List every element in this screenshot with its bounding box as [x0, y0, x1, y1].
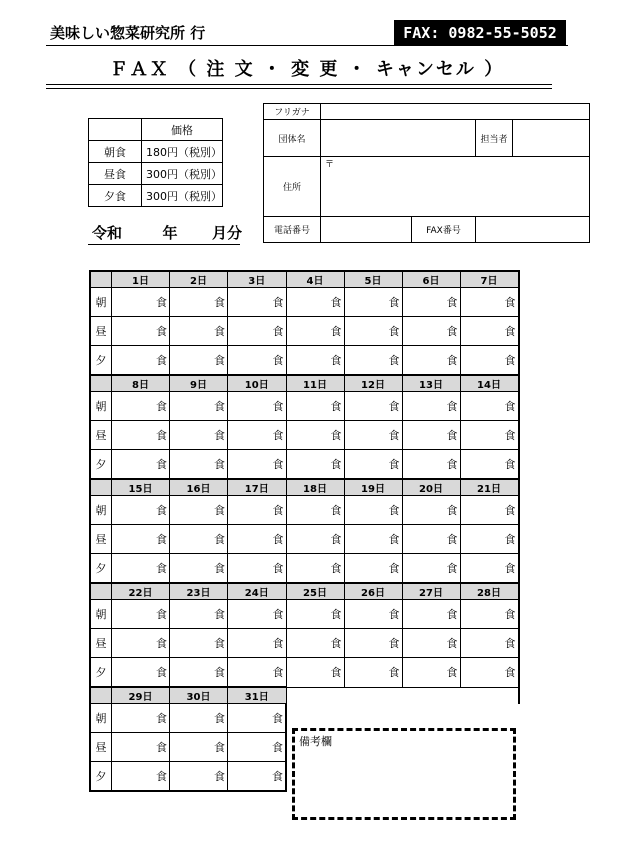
day-header: 27日	[402, 583, 460, 600]
order-cell[interactable]: 食	[170, 346, 228, 376]
order-cell[interactable]: 食	[286, 288, 344, 317]
order-cell[interactable]: 食	[112, 554, 170, 584]
meal-label: 朝	[90, 704, 112, 733]
order-cell[interactable]: 食	[112, 704, 170, 733]
remarks-box[interactable]	[292, 728, 516, 820]
meal-label: 夕	[90, 554, 112, 584]
meal-label: 夕	[90, 450, 112, 480]
order-cell[interactable]: 食	[286, 600, 344, 629]
day-header: 18日	[286, 479, 344, 496]
day-header: 4日	[286, 271, 344, 288]
order-cell[interactable]: 食	[402, 392, 460, 421]
order-cell[interactable]: 食	[286, 450, 344, 480]
order-cell[interactable]: 食	[170, 629, 228, 658]
meal-row	[90, 421, 519, 450]
week-header-row	[90, 479, 519, 496]
order-cell[interactable]: 食	[402, 346, 460, 376]
order-calendar	[89, 270, 520, 792]
customer-table	[263, 103, 590, 243]
meal-label: 夕	[90, 658, 112, 688]
order-cell[interactable]: 食	[402, 629, 460, 658]
order-cell[interactable]: 食	[112, 450, 170, 480]
order-cell[interactable]: 食	[170, 600, 228, 629]
order-cell[interactable]: 食	[402, 317, 460, 346]
meal-label: 夕	[90, 762, 112, 792]
order-cell[interactable]: 食	[460, 288, 519, 317]
price-value: 300円（税別）	[142, 185, 223, 207]
order-cell[interactable]: 食	[402, 496, 460, 525]
order-cell[interactable]: 食	[402, 600, 460, 629]
order-cell[interactable]: 食	[228, 450, 287, 480]
day-header: 29日	[112, 687, 170, 704]
day-header: 12日	[344, 375, 402, 392]
meal-label: 昼	[90, 733, 112, 762]
order-cell[interactable]: 食	[228, 525, 287, 554]
page-title: ＦＡＸ （ 注 文 ・ 変 更 ・ キャンセル ）	[109, 59, 505, 80]
phone-field[interactable]	[321, 217, 412, 243]
price-label: 朝食	[89, 141, 142, 163]
order-cell[interactable]: 食	[170, 658, 228, 688]
order-cell[interactable]: 食	[402, 450, 460, 480]
order-cell[interactable]: 食	[228, 496, 287, 525]
order-cell[interactable]: 食	[286, 317, 344, 346]
furigana-field[interactable]	[321, 104, 590, 120]
week-header-row	[90, 583, 519, 600]
address-label: 住所	[264, 157, 321, 217]
phone-label: 電話番号	[264, 217, 321, 243]
order-cell[interactable]: 食	[170, 496, 228, 525]
person-field[interactable]	[513, 120, 590, 157]
order-cell[interactable]: 食	[228, 733, 287, 762]
order-cell[interactable]: 食	[170, 704, 228, 733]
order-cell[interactable]: 食	[460, 346, 519, 376]
order-cell[interactable]: 食	[460, 450, 519, 480]
meal-row	[90, 317, 519, 346]
order-cell[interactable]: 食	[112, 392, 170, 421]
order-cell[interactable]: 食	[112, 346, 170, 376]
month-label: 月分	[211, 224, 242, 242]
order-cell[interactable]: 食	[170, 733, 228, 762]
order-cell[interactable]: 食	[112, 762, 170, 792]
order-cell[interactable]: 食	[228, 629, 287, 658]
order-cell[interactable]: 食	[286, 346, 344, 376]
day-header: 3日	[228, 271, 287, 288]
person-label: 担当者	[476, 120, 513, 157]
order-cell[interactable]: 食	[228, 346, 287, 376]
order-cell[interactable]: 食	[112, 733, 170, 762]
order-cell[interactable]: 食	[344, 629, 402, 658]
order-cell[interactable]: 食	[344, 496, 402, 525]
meal-label: 夕	[90, 346, 112, 376]
order-cell[interactable]: 食	[460, 496, 519, 525]
order-cell[interactable]: 食	[228, 704, 287, 733]
order-cell[interactable]: 食	[228, 762, 287, 792]
meal-label: 昼	[90, 317, 112, 346]
order-cell[interactable]: 食	[460, 421, 519, 450]
order-cell[interactable]: 食	[460, 658, 519, 688]
day-header: 13日	[402, 375, 460, 392]
meal-label: 朝	[90, 392, 112, 421]
order-cell[interactable]: 食	[112, 658, 170, 688]
order-cell[interactable]: 食	[344, 658, 402, 688]
order-cell[interactable]: 食	[460, 317, 519, 346]
order-cell[interactable]: 食	[286, 554, 344, 584]
group-label: 団体名	[264, 120, 321, 157]
day-header: 9日	[170, 375, 228, 392]
order-cell[interactable]: 食	[344, 346, 402, 376]
order-cell[interactable]: 食	[228, 288, 287, 317]
week-header-row	[90, 687, 519, 704]
day-header: 5日	[344, 271, 402, 288]
order-cell[interactable]: 食	[402, 658, 460, 688]
order-cell[interactable]: 食	[170, 554, 228, 584]
order-cell[interactable]: 食	[112, 525, 170, 554]
day-header: 30日	[170, 687, 228, 704]
fax-number: FAX: 0982-55-5052	[394, 20, 566, 46]
meal-row	[90, 392, 519, 421]
address-field[interactable]	[321, 157, 590, 217]
order-cell[interactable]: 食	[402, 421, 460, 450]
order-cell[interactable]: 食	[228, 317, 287, 346]
week-header-row	[90, 375, 519, 392]
order-cell[interactable]: 食	[402, 288, 460, 317]
order-cell[interactable]: 食	[112, 496, 170, 525]
order-cell[interactable]: 食	[228, 554, 287, 584]
price-value: 180円（税別）	[142, 141, 223, 163]
price-label: 夕食	[89, 185, 142, 207]
order-cell[interactable]: 食	[286, 629, 344, 658]
order-cell[interactable]: 食	[112, 421, 170, 450]
order-cell[interactable]: 食	[228, 658, 287, 688]
order-cell[interactable]: 食	[344, 525, 402, 554]
day-header: 15日	[112, 479, 170, 496]
day-header: 21日	[460, 479, 519, 496]
title-rule	[46, 84, 552, 85]
day-header: 17日	[228, 479, 287, 496]
postal-mark: 〒	[325, 160, 335, 170]
order-cell[interactable]: 食	[112, 629, 170, 658]
meal-row	[90, 600, 519, 629]
meal-row	[90, 346, 519, 376]
day-header: 28日	[460, 583, 519, 600]
remarks-label: 備考欄	[299, 735, 332, 748]
meal-label: 昼	[90, 629, 112, 658]
day-header: 25日	[286, 583, 344, 600]
order-cell[interactable]: 食	[460, 600, 519, 629]
year-label: 年	[162, 224, 178, 242]
day-header: 20日	[402, 479, 460, 496]
day-header: 16日	[170, 479, 228, 496]
day-header: 24日	[228, 583, 287, 600]
order-cell[interactable]: 食	[344, 600, 402, 629]
order-cell[interactable]: 食	[344, 421, 402, 450]
day-header: 1日	[112, 271, 170, 288]
order-cell[interactable]: 食	[170, 450, 228, 480]
order-cell[interactable]: 食	[460, 629, 519, 658]
order-cell[interactable]: 食	[460, 392, 519, 421]
day-header: 14日	[460, 375, 519, 392]
meal-row	[90, 288, 519, 317]
week-header-row	[90, 271, 519, 288]
order-cell[interactable]: 食	[344, 288, 402, 317]
meal-row	[90, 525, 519, 554]
meal-label: 昼	[90, 525, 112, 554]
order-cell[interactable]: 食	[286, 525, 344, 554]
price-label: 昼食	[89, 163, 142, 185]
day-header: 6日	[402, 271, 460, 288]
group-field[interactable]	[321, 120, 476, 157]
order-cell[interactable]: 食	[228, 600, 287, 629]
price-header: 価格	[142, 119, 223, 141]
order-cell[interactable]: 食	[170, 525, 228, 554]
order-cell[interactable]: 食	[228, 392, 287, 421]
order-cell[interactable]: 食	[286, 421, 344, 450]
order-cell[interactable]: 食	[170, 317, 228, 346]
date-line	[92, 222, 242, 243]
furigana-label: フリガナ	[264, 104, 321, 120]
order-cell[interactable]: 食	[286, 392, 344, 421]
order-cell[interactable]: 食	[286, 496, 344, 525]
day-header: 2日	[170, 271, 228, 288]
day-header: 26日	[344, 583, 402, 600]
day-header: 19日	[344, 479, 402, 496]
order-cell[interactable]: 食	[170, 288, 228, 317]
meal-label: 朝	[90, 288, 112, 317]
order-cell[interactable]: 食	[170, 421, 228, 450]
order-cell[interactable]: 食	[170, 392, 228, 421]
date-rule	[88, 244, 240, 245]
order-cell[interactable]: 食	[344, 317, 402, 346]
title-rule	[46, 88, 552, 89]
order-cell[interactable]: 食	[344, 554, 402, 584]
order-cell[interactable]: 食	[112, 600, 170, 629]
recipient: 美味しい惣菜研究所 行	[50, 24, 206, 42]
day-header: 22日	[112, 583, 170, 600]
meal-label: 昼	[90, 421, 112, 450]
order-cell[interactable]: 食	[344, 392, 402, 421]
price-table	[88, 118, 223, 207]
order-cell[interactable]: 食	[460, 554, 519, 584]
era-label: 令和	[92, 224, 123, 242]
order-cell[interactable]: 食	[286, 658, 344, 688]
day-header: 31日	[228, 687, 287, 704]
fax-label: FAX番号	[412, 217, 476, 243]
meal-label: 朝	[90, 496, 112, 525]
meal-row	[90, 658, 519, 688]
day-header: 23日	[170, 583, 228, 600]
order-cell[interactable]: 食	[228, 421, 287, 450]
fax-field[interactable]	[476, 217, 590, 243]
day-header: 7日	[460, 271, 519, 288]
order-cell[interactable]: 食	[402, 554, 460, 584]
order-cell[interactable]: 食	[112, 288, 170, 317]
order-cell[interactable]: 食	[112, 317, 170, 346]
order-cell[interactable]: 食	[402, 525, 460, 554]
day-header: 10日	[228, 375, 287, 392]
meal-row	[90, 554, 519, 584]
price-value: 300円（税別）	[142, 163, 223, 185]
order-cell[interactable]: 食	[344, 450, 402, 480]
day-header: 11日	[286, 375, 344, 392]
order-cell[interactable]: 食	[170, 762, 228, 792]
meal-row	[90, 629, 519, 658]
day-header: 8日	[112, 375, 170, 392]
meal-label: 朝	[90, 600, 112, 629]
meal-row	[90, 450, 519, 480]
meal-row	[90, 496, 519, 525]
order-cell[interactable]: 食	[460, 525, 519, 554]
